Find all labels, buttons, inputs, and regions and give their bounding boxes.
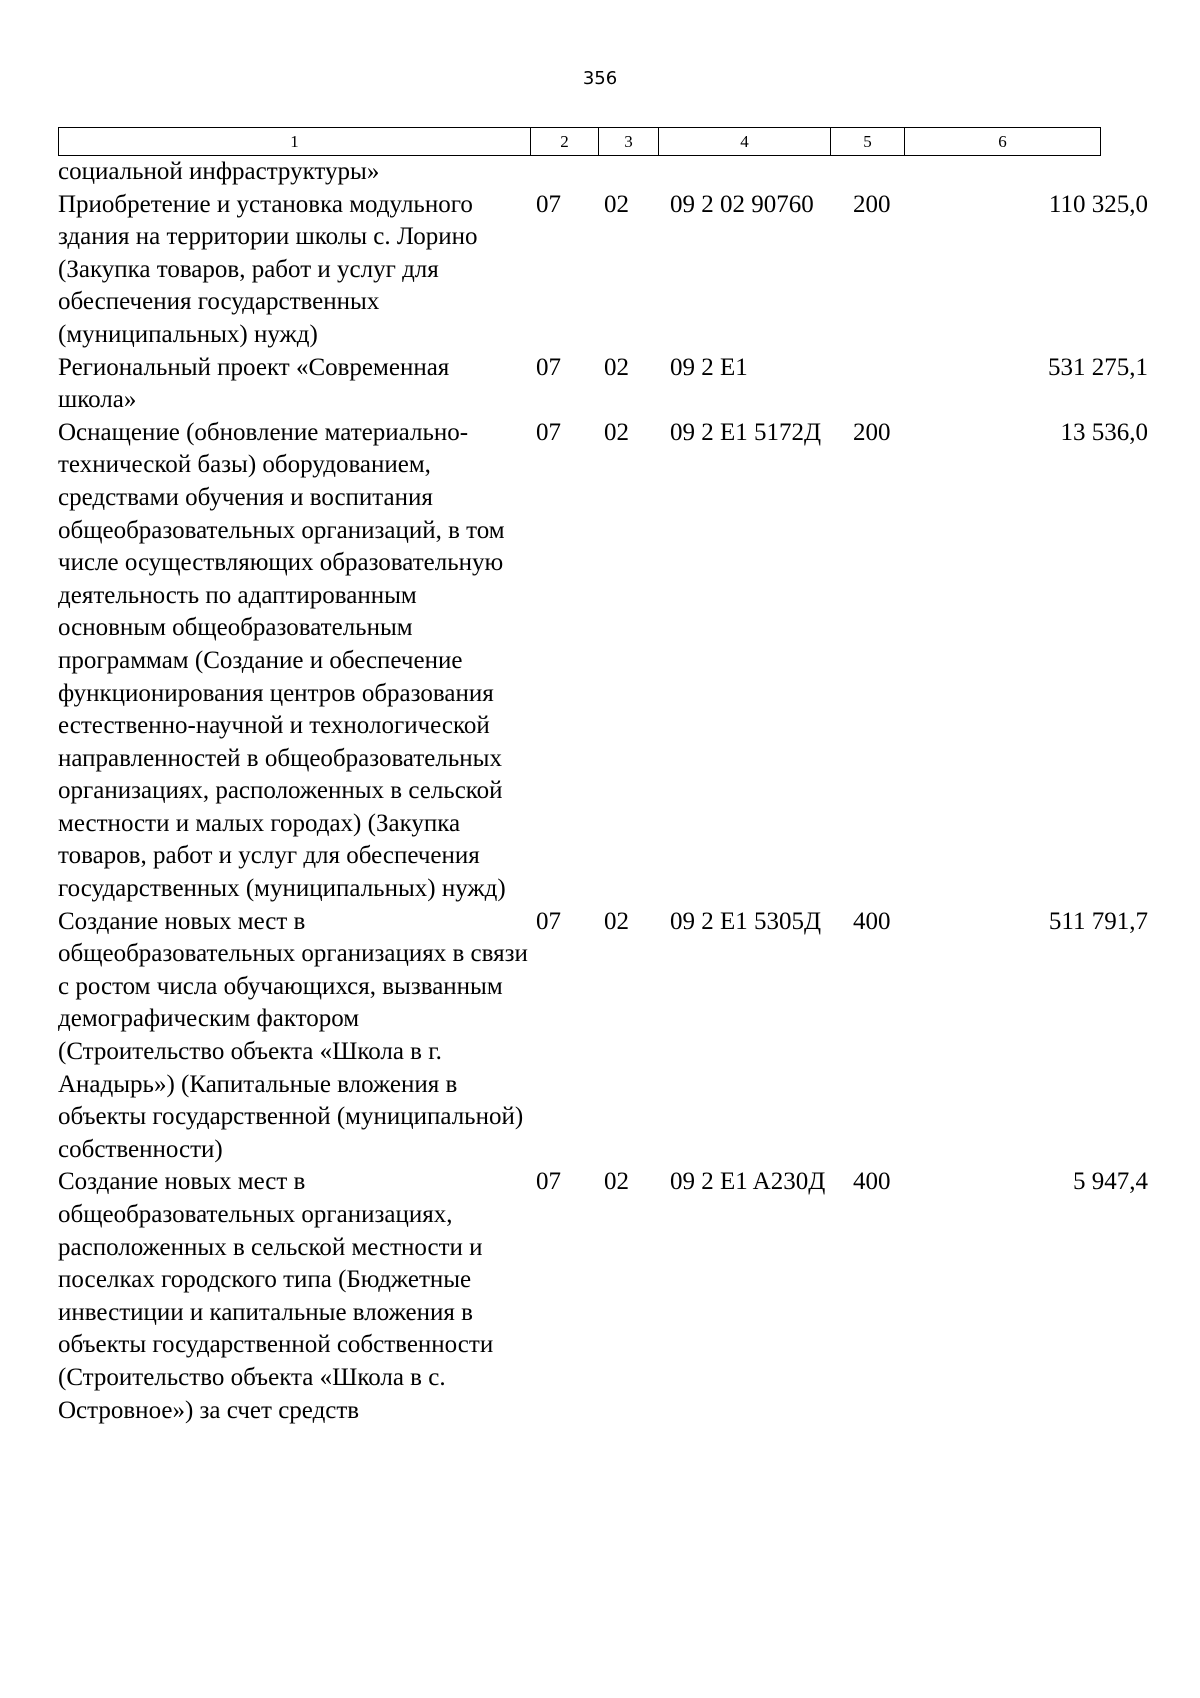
table-row bbox=[58, 906, 1148, 1167]
row-name: Создание новых мест в общеобразовательных организациях в связи с ростом числа обучающихся, вызванным демографическим фактором (Строительство объекта «Школа в г. Анадырь») (Капитальные вложения в объекты государственной (муниципальной) собственности) bbox=[58, 907, 528, 1163]
column-header-1: 1 bbox=[59, 128, 531, 156]
continuation-row bbox=[58, 156, 1148, 189]
row-expense-type: 400 bbox=[853, 907, 891, 935]
row-amount: 13 536,0 bbox=[1060, 418, 1148, 446]
row-section: 07 bbox=[536, 907, 561, 935]
continuation-text: социальной инфраструктуры» bbox=[58, 158, 380, 185]
row-amount: 110 325,0 bbox=[1048, 190, 1148, 218]
row-section: 07 bbox=[536, 190, 561, 218]
budget-table-body bbox=[58, 156, 1148, 1427]
row-name: Создание новых мест в общеобразовательных организациях, расположенных в сельской местности и поселках городского типа (Бюджетные инвестиции и капитальные вложения в объекты государственной собственности (Строительство объекта «Школа в с. Островное») за счет средств bbox=[58, 1168, 494, 1424]
column-header-2: 2 bbox=[531, 128, 599, 156]
row-name: Приобретение и установка модульного здания на территории школы с. Лорино (Закупка товаров, работ и услуг для обеспечения государственных (муниципальных) нужд) bbox=[58, 190, 478, 348]
column-header-4: 4 bbox=[659, 128, 831, 156]
row-section: 07 bbox=[536, 1168, 561, 1196]
row-subsection: 02 bbox=[604, 418, 629, 446]
table-row bbox=[58, 1166, 1148, 1427]
table-row bbox=[58, 189, 1148, 352]
row-amount: 511 791,7 bbox=[1048, 907, 1148, 935]
row-target-article: 09 2 E1 5305Д bbox=[670, 907, 822, 935]
row-name: Оснащение (обновление материально-технической базы) оборудованием, средствами обучения и воспитания общеобразовательных организаций, в том числе осуществляющих образовательную деятельность по адаптированным основным общеобразовательным программам (Создание и обеспечение функционирования центров образования естественно-научной и технологической направленностей в общеобразовательных организациях, расположенных в сельской местности и малых городах) (Закупка товаров, работ и услуг для обеспечения государственных (муниципальных) нужд) bbox=[58, 418, 506, 903]
table-row bbox=[58, 352, 1148, 417]
row-subsection: 02 bbox=[604, 190, 629, 218]
row-section: 07 bbox=[536, 418, 561, 446]
row-amount: 5 947,4 bbox=[1073, 1168, 1148, 1196]
row-target-article: 09 2 E1 bbox=[670, 353, 748, 381]
column-header-5: 5 bbox=[831, 128, 905, 156]
row-expense-type: 200 bbox=[853, 190, 891, 218]
row-expense-type: 200 bbox=[853, 418, 891, 446]
table-row bbox=[58, 417, 1148, 906]
row-subsection: 02 bbox=[604, 1168, 629, 1196]
row-subsection: 02 bbox=[604, 907, 629, 935]
row-amount: 531 275,1 bbox=[1048, 353, 1148, 381]
row-section: 07 bbox=[536, 353, 561, 381]
page-number: 356 bbox=[582, 68, 618, 89]
row-expense-type: 400 bbox=[853, 1168, 891, 1196]
row-target-article: 09 2 02 90760 bbox=[670, 190, 814, 218]
column-header-3: 3 bbox=[599, 128, 659, 156]
row-name: Региональный проект «Современная школа» bbox=[58, 353, 450, 414]
column-header-6: 6 bbox=[905, 128, 1101, 156]
row-subsection: 02 bbox=[604, 353, 629, 381]
column-header-table bbox=[58, 127, 1101, 156]
column-header-row bbox=[59, 128, 1101, 156]
row-target-article: 09 2 E1 A230Д bbox=[670, 1168, 826, 1196]
row-target-article: 09 2 E1 5172Д bbox=[670, 418, 822, 446]
